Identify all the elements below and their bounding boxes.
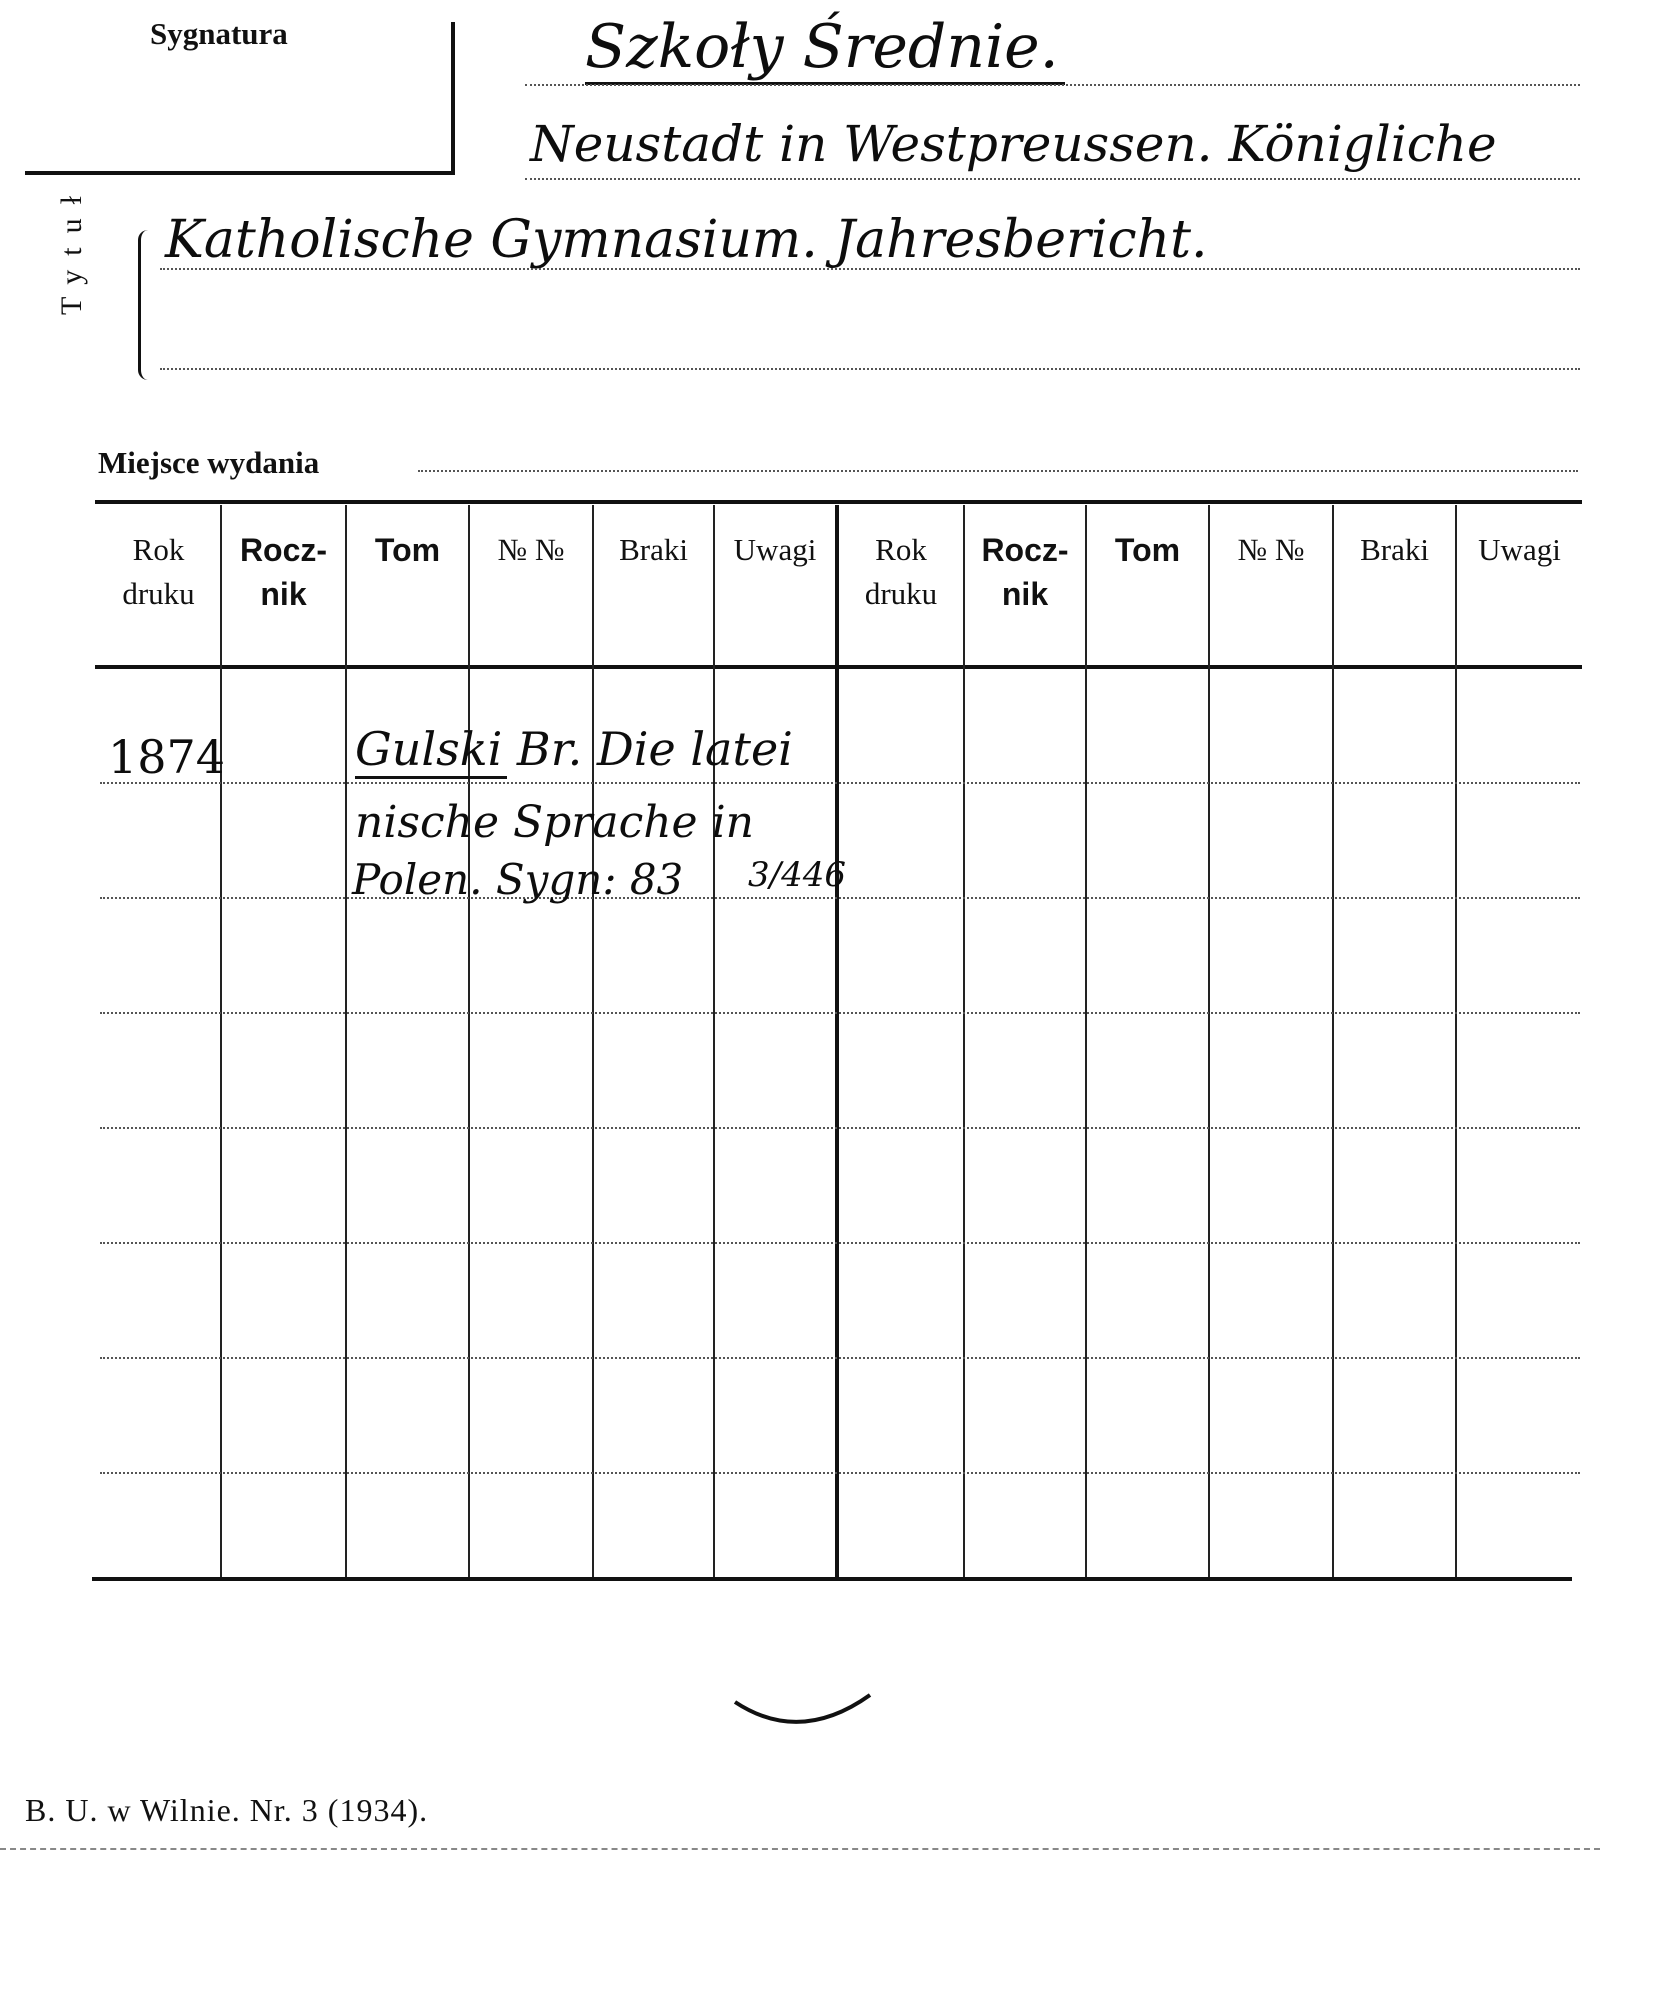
header-tom-line1: Tom [374, 532, 441, 568]
center-divider [835, 505, 839, 1577]
col-divider [1085, 505, 1087, 1577]
title-line-1-dotline [525, 178, 1580, 180]
header-rok-druku-line1: Rok [875, 532, 927, 567]
header-braki [1334, 528, 1455, 572]
header-numery-line1: № № [497, 532, 565, 567]
header-numery [470, 528, 592, 572]
header-uwagi [1457, 528, 1582, 572]
title-line-1: Neustadt in Westpreussen. Königliche [530, 115, 1497, 173]
table-top-line [95, 500, 1582, 504]
col-divider [713, 505, 715, 1577]
header-rocznik-line2: nik [260, 576, 307, 612]
col-divider [1208, 505, 1210, 1577]
row-dotline [100, 897, 1580, 899]
row-dotline [100, 1357, 1580, 1359]
col-divider [1455, 505, 1457, 1577]
title-line-2: Katholische Gymnasium. Jahresbericht. [165, 210, 1208, 270]
subject-heading: Szkoły Średnie. [585, 12, 1059, 82]
tytul-bracket [138, 230, 151, 380]
miejsce-wydania-dotline [418, 470, 1578, 472]
header-braki [594, 528, 713, 572]
col-divider [1332, 505, 1334, 1577]
ink-curve-mark [730, 1690, 880, 1740]
header-rocznik-line2: nik [1001, 576, 1049, 612]
entry-note-line-1: Gulski Br. Die latei [355, 722, 793, 776]
entry-note-line-3: Polen. Sygn: 83 [352, 855, 684, 904]
row-dotline [100, 1242, 1580, 1244]
header-tom-line1: Tom [1114, 532, 1181, 568]
header-numery-line1: № № [1237, 532, 1305, 567]
footer-publisher: B. U. w Wilnie. Nr. 3 (1934). [25, 1792, 429, 1828]
entry-author-underline [355, 776, 507, 779]
header-uwagi [715, 528, 835, 572]
table-bottom-line [92, 1577, 1572, 1581]
tytul-label: Tytuł [55, 182, 88, 315]
row-dotline [100, 1472, 1580, 1474]
header-tom [347, 528, 468, 572]
sygnatura-box-right-line [451, 22, 455, 174]
col-divider [468, 505, 470, 1577]
miejsce-wydania-label: Miejsce wydania [98, 445, 320, 480]
col-divider [592, 505, 594, 1577]
entry-rok-druku: 1874 [108, 730, 226, 784]
header-rok-druku-line2: druku [122, 576, 195, 611]
header-numery [1210, 528, 1332, 572]
row-dotline [100, 1127, 1580, 1129]
header-rocznik [222, 528, 345, 616]
header-uwagi-line1: Uwagi [1478, 532, 1561, 567]
header-rok-druku [97, 528, 220, 616]
row-dotline [100, 1012, 1580, 1014]
header-rok-druku [839, 528, 963, 616]
heading-dotline [525, 84, 1580, 86]
row-dotline [100, 782, 1580, 784]
sygnatura-label: Sygnatura [150, 16, 288, 51]
col-divider [345, 505, 347, 1577]
entry-sygn-fraction: 3/446 [748, 855, 846, 895]
header-tom [1087, 528, 1208, 572]
header-rok-druku-line2: druku [864, 576, 938, 611]
header-uwagi-line1: Uwagi [733, 532, 817, 567]
sygnatura-box-bottom-line [25, 171, 455, 175]
header-rocznik-line1: Rocz- [239, 532, 328, 568]
col-divider [963, 505, 965, 1577]
col-divider [220, 505, 222, 1577]
title-line-2-dotline [160, 268, 1580, 270]
footer-dashed-line [0, 1848, 1600, 1850]
header-rocznik [965, 528, 1085, 616]
header-rocznik-line1: Rocz- [981, 532, 1069, 568]
header-braki-line1: Braki [1360, 532, 1429, 567]
title-line-3-dotline [160, 368, 1580, 370]
entry-note-line-2: nische Sprache in [355, 797, 754, 848]
header-braki-line1: Braki [619, 532, 688, 567]
header-rok-druku-line1: Rok [132, 532, 185, 567]
